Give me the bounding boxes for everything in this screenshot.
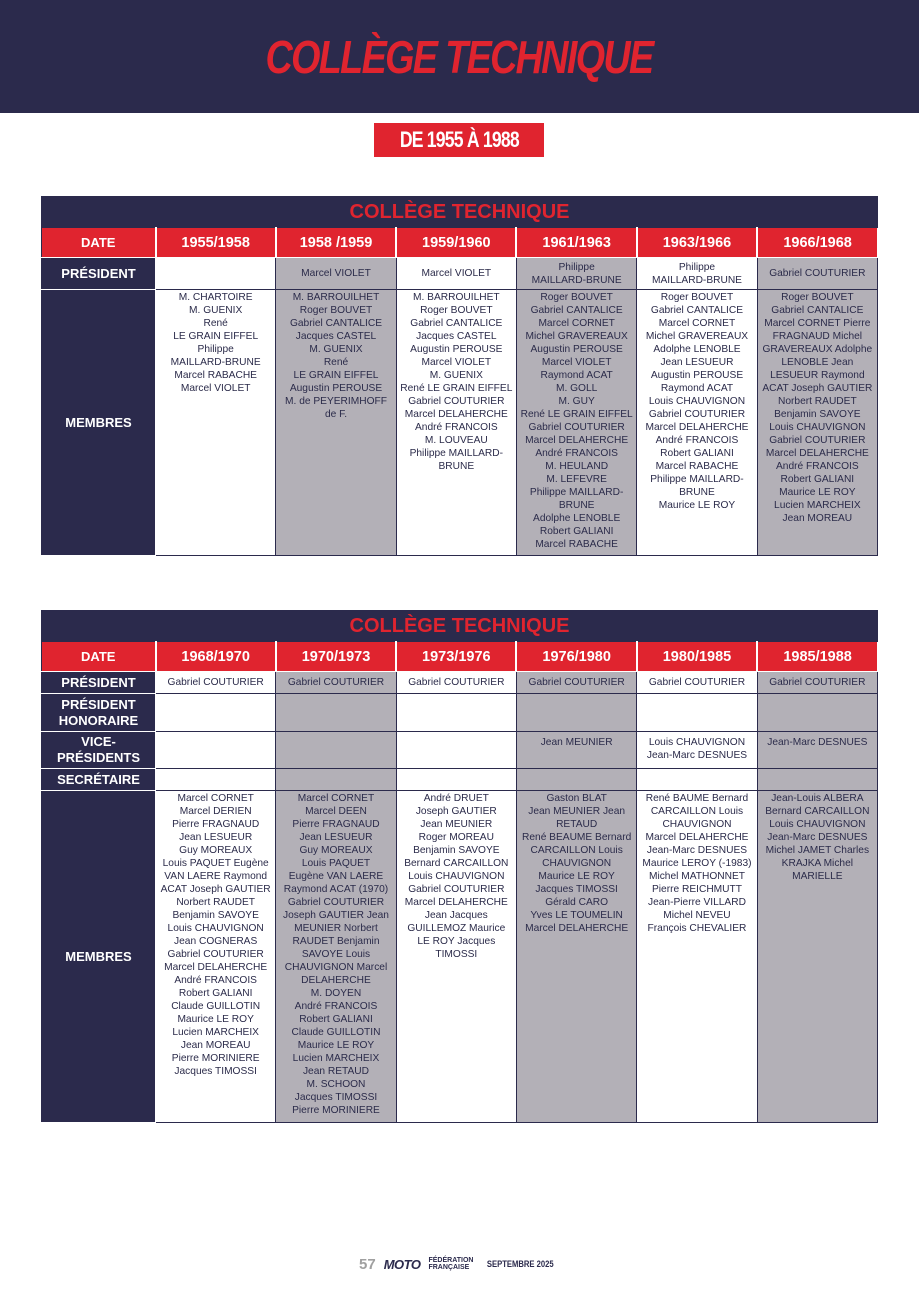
- secretary-label: SECRÉTAIRE: [42, 769, 156, 791]
- president-label: PRÉSIDENT: [42, 258, 156, 290]
- honorary-president-cell: [276, 694, 396, 732]
- president-cell: [156, 258, 276, 290]
- members-cell: Marcel CORNET Marcel DERIEN Pierre FRAGNAUD Jean LESUEUR Guy MOREAUX Louis PAQUET Eugène VAN LAERE Raymond ACAT Joseph GAUTIER Norbert RAUDET Benjamin SAVOYE Louis CHAUVIGNON Jean COGNERAS Gabriel COUTURIER Marcel DELAHERCHE André FRANCOIS Robert GALIANI Claude GUILLOTIN Maurice LE ROY Lucien MARCHEIX Jean MOREAU Pierre MORINIERE Jacques TIMOSSI: [156, 791, 276, 1123]
- president-cell: Gabriel COUTURIER: [516, 672, 636, 694]
- date-header: 1968/1970: [156, 642, 276, 672]
- table-title: COLLÈGE TECHNIQUE: [42, 611, 878, 642]
- ffm-logo: [428, 1257, 473, 1271]
- members-cell: René BAUME Bernard CARCAILLON Louis CHAUVIGNON Marcel DELAHERCHE Jean-Marc DESNUES Maurice LEROY (-1983) Michel MATHONNET Pierre REICHMUTT Jean-Pierre VILLARD Michel NEVEU François CHEVALIER: [637, 791, 757, 1123]
- secretary-cell: [757, 769, 877, 791]
- vice-president-cell: Louis CHAUVIGNON Jean-Marc DESNUES: [637, 732, 757, 769]
- president-cell: Gabriel COUTURIER: [396, 672, 516, 694]
- ffm-logo-line1: FÉDÉRATION: [428, 1257, 474, 1264]
- vice-presidents-label: VICE- PRÉSIDENTS: [42, 732, 156, 769]
- page-number: 57: [359, 1255, 376, 1273]
- vice-president-cell: [396, 732, 516, 769]
- members-label: MEMBRES: [42, 791, 156, 1123]
- members-cell: Gaston BLAT Jean MEUNIER Jean RETAUD René BEAUME Bernard CARCAILLON Louis CHAUVIGNON Maurice LE ROY Jacques TIMOSSI Gérald CARO Yves LE TOUMELIN Marcel DELAHERCHE: [516, 791, 636, 1123]
- honorary-president-cell: [757, 694, 877, 732]
- president-cell: Marcel VIOLET: [276, 258, 396, 290]
- honorary-president-cell: [637, 694, 757, 732]
- table-1955-1968: [41, 196, 878, 556]
- members-cell: M. BARROUILHET Roger BOUVET Gabriel CANTALICE Jacques CASTEL Augustin PEROUSE Marcel VIOLET M. GUENIX René LE GRAIN EIFFEL Gabriel COUTURIER Marcel DELAHERCHE André FRANCOIS M. LOUVEAU Philippe MAILLARD- BRUNE: [396, 290, 516, 556]
- honorary-president-cell: [516, 694, 636, 732]
- date-header: 1973/1976: [396, 642, 516, 672]
- page-title: COLLÈGE TECHNIQUE: [265, 30, 654, 83]
- date-label: DATE: [42, 642, 156, 672]
- president-cell: Gabriel COUTURIER: [757, 258, 877, 290]
- page-header: [0, 0, 919, 113]
- date-header: 1980/1985: [637, 642, 757, 672]
- date-header: 1963/1966: [637, 228, 757, 258]
- vice-president-cell: [276, 732, 396, 769]
- honorary-president-label: PRÉSIDENT HONORAIRE: [42, 694, 156, 732]
- ffm-logo-line2: FRANÇAISE: [428, 1264, 470, 1271]
- secretary-cell: [396, 769, 516, 791]
- members-cell: Marcel CORNET Marcel DEEN Pierre FRAGNAUD Jean LESUEUR Guy MOREAUX Louis PAQUET Eugène VAN LAERE Raymond ACAT (1970) Gabriel COUTURIER Joseph GAUTIER Jean MEUNIER Norbert RAUDET Benjamin SAVOYE Louis CHAUVIGNON Marcel DELAHERCHE M. DOYEN André FRANCOIS Robert GALIANI Claude GUILLOTIN Maurice LE ROY Lucien MARCHEIX Jean RETAUD M. SCHOON Jacques TIMOSSI Pierre MORINIERE: [276, 791, 396, 1123]
- president-cell: Gabriel COUTURIER: [276, 672, 396, 694]
- honorary-president-cell: [396, 694, 516, 732]
- honorary-president-cell: [156, 694, 276, 732]
- president-cell: Marcel VIOLET: [396, 258, 516, 290]
- secretary-cell: [276, 769, 396, 791]
- secretary-cell: [516, 769, 636, 791]
- president-cell: Philippe MAILLARD-BRUNE: [637, 258, 757, 290]
- president-cell: Gabriel COUTURIER: [156, 672, 276, 694]
- date-header: 1985/1988: [757, 642, 877, 672]
- president-label: PRÉSIDENT: [42, 672, 156, 694]
- members-cell: Roger BOUVET Gabriel CANTALICE Marcel CORNET Pierre FRAGNAUD Michel GRAVEREAUX Adolphe LENOBLE Jean LESUEUR Raymond ACAT Joseph GAUTIER Norbert RAUDET Benjamin SAVOYE Louis CHAUVIGNON Gabriel COUTURIER Marcel DELAHERCHE André FRANCOIS Robert GALIANI Maurice LE ROY Lucien MARCHEIX Jean MOREAU: [757, 290, 877, 556]
- date-header: 1961/1963: [516, 228, 636, 258]
- period-badge: [374, 123, 544, 157]
- members-cell: Jean-Louis ALBERA Bernard CARCAILLON Louis CHAUVIGNON Jean-Marc DESNUES Michel JAMET Charles KRAJKA Michel MARIELLE: [757, 791, 877, 1123]
- members-cell: Roger BOUVET Gabriel CANTALICE Marcel CORNET Michel GRAVEREAUX Adolphe LENOBLE Jean LESUEUR Augustin PEROUSE Raymond ACAT Louis CHAUVIGNON Gabriel COUTURIER Marcel DELAHERCHE André FRANCOIS Robert GALIANI Marcel RABACHE Philippe MAILLARD- BRUNE Maurice LE ROY: [637, 290, 757, 556]
- secretary-cell: [637, 769, 757, 791]
- date-header: 1955/1958: [156, 228, 276, 258]
- table-title: COLLÈGE TECHNIQUE: [42, 197, 878, 228]
- members-cell: M. CHARTOIRE M. GUENIX René LE GRAIN EIFFEL Philippe MAILLARD-BRUNE Marcel RABACHE Marcel VIOLET: [156, 290, 276, 556]
- date-header: 1976/1980: [516, 642, 636, 672]
- date-header: 1966/1968: [757, 228, 877, 258]
- date-header: 1958 /1959: [276, 228, 396, 258]
- members-cell: M. BARROUILHET Roger BOUVET Gabriel CANTALICE Jacques CASTEL M. GUENIX René LE GRAIN EIFFEL Augustin PEROUSE M. de PEYERIMHOFF de F.: [276, 290, 396, 556]
- vice-president-cell: Jean MEUNIER: [516, 732, 636, 769]
- president-cell: Philippe MAILLARD-BRUNE: [516, 258, 636, 290]
- date-header: 1970/1973: [276, 642, 396, 672]
- president-cell: Gabriel COUTURIER: [757, 672, 877, 694]
- moto-logo: MOTO: [383, 1256, 421, 1272]
- date-header: 1959/1960: [396, 228, 516, 258]
- members-cell: André DRUET Joseph GAUTIER Jean MEUNIER Roger MOREAU Benjamin SAVOYE Bernard CARCAILLON Louis CHAUVIGNON Gabriel COUTURIER Marcel DELAHERCHE Jean Jacques GUILLEMOZ Maurice LE ROY Jacques TIMOSSI: [396, 791, 516, 1123]
- date-label: DATE: [42, 228, 156, 258]
- page-footer: [0, 1252, 919, 1276]
- members-cell: Roger BOUVET Gabriel CANTALICE Marcel CORNET Michel GRAVEREAUX Augustin PEROUSE Marcel VIOLET Raymond ACAT M. GOLL M. GUY René LE GRAIN EIFFEL Gabriel COUTURIER Marcel DELAHERCHE André FRANCOIS M. HEULAND M. LEFEVRE Philippe MAILLARD- BRUNE Adolphe LENOBLE Robert GALIANI Marcel RABACHE: [516, 290, 636, 556]
- secretary-cell: [156, 769, 276, 791]
- president-cell: Gabriel COUTURIER: [637, 672, 757, 694]
- members-label: MEMBRES: [42, 290, 156, 556]
- vice-president-cell: [156, 732, 276, 769]
- period-label: DE 1955 À 1988: [399, 127, 519, 152]
- issue-date: SEPTEMBRE 2025: [487, 1259, 555, 1269]
- table-1968-1988: [41, 610, 878, 1123]
- vice-president-cell: Jean-Marc DESNUES: [757, 732, 877, 769]
